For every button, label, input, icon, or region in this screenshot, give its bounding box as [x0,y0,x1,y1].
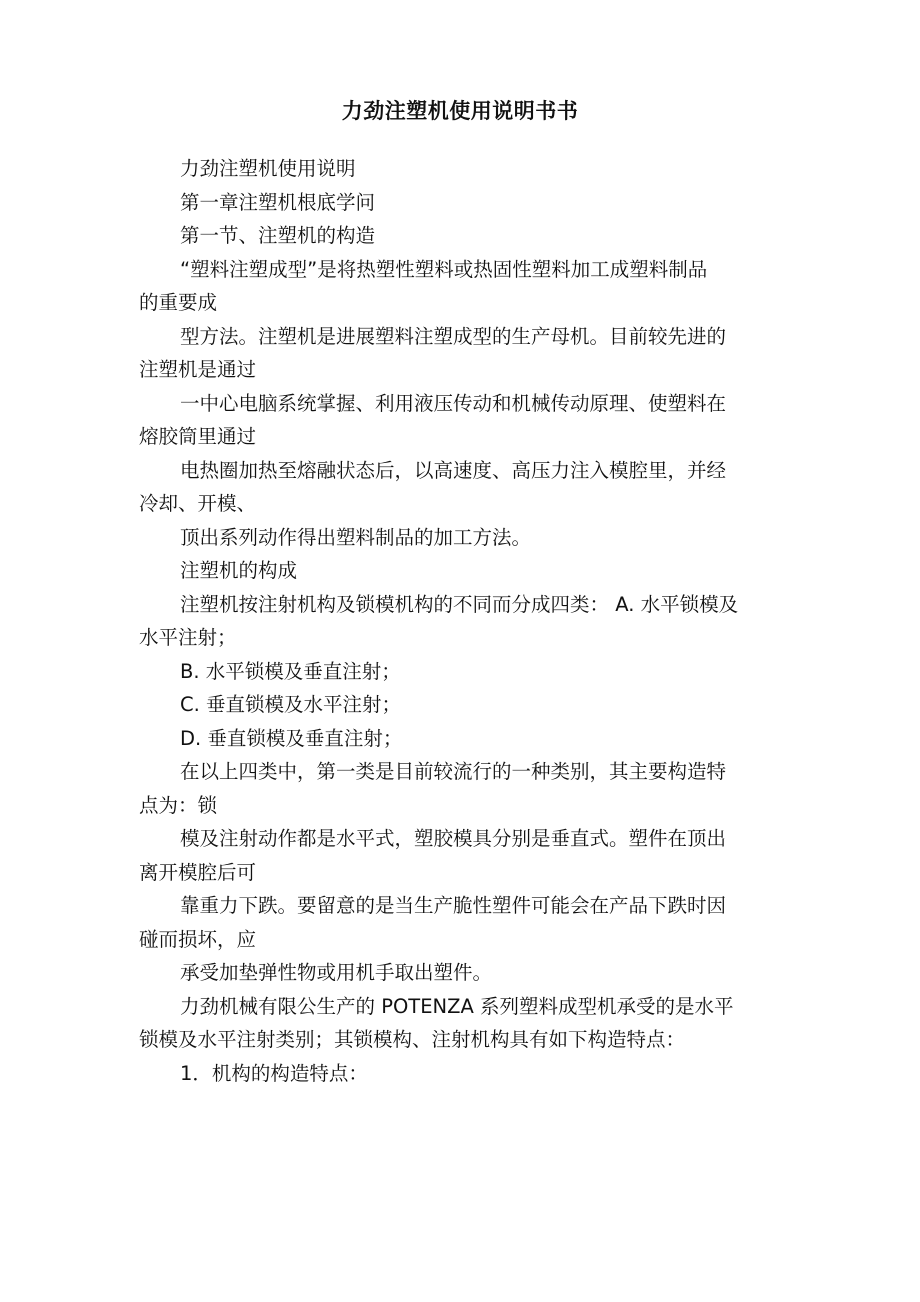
text-line: 靠重力下跌。要留意的是当生产脆性塑件可能会在产品下跌时因 [180,894,727,917]
paragraph [139,588,779,655]
paragraph [139,253,779,320]
text-line: 在以上四类中，第一类是目前较流行的一种类别，其主要构造特 [180,760,727,783]
text-line: 锁模及水平注射类别；其锁模构、注射机构具有如下构造特点： [139,1028,686,1051]
text-line: 注塑机按注射机构及锁模机构的不同而分成四类： A. 水平锁模及 [180,592,739,616]
text-line: 力劲机械有限公生产的 POTENZA 系列塑料成型机承受的是水平 [180,994,734,1018]
text-line: 模及注射动作都是水平式，塑胶模具分别是垂直式。塑件在顶出 [180,827,727,850]
text-line: 顶出系列动作得出塑料制品的加工方法。 [180,525,532,549]
text-line: 力劲注塑机使用说明 [180,157,356,180]
text-line: 第一章注塑机根底学问 [180,190,376,214]
text-line: C. 垂直锁模及水平注射； [180,693,402,716]
text-line: 型方法。注塑机是进展塑料注塑成型的生产母机。目前较先进的 [180,324,727,348]
text-line: 1．机构的构造特点： [180,1061,368,1085]
text-line: D. 垂直锁模及垂直注射； [180,726,403,750]
paragraph [139,822,779,889]
paragraph [139,152,779,186]
paragraph [139,722,779,756]
text-line: 一中心电脑系统掌握、利用液压传动和机械传动原理、使塑料在 [180,391,727,415]
text-line: B. 水平锁模及垂直注射； [180,659,401,683]
paragraph [139,655,779,689]
text-line: 注塑机是通过 [139,358,257,381]
text-line: “塑料注塑成型”是将热塑性塑料或热固性塑料加工成塑料制品 [180,257,708,281]
paragraph [139,688,779,722]
text-line: 冷却、开模、 [139,492,257,515]
paragraph [139,320,779,387]
text-line: 承受加垫弹性物或用机手取出塑件。 [180,961,493,984]
paragraph [139,990,779,1057]
text-line: 水平注射； [139,626,237,649]
paragraph [139,219,779,253]
paragraph [139,387,779,454]
paragraph [139,554,779,588]
text-line: 碰而损坏，应 [139,927,257,951]
paragraph [139,454,779,521]
document-body [139,152,779,1090]
text-line: 点为：锁 [139,793,218,817]
paragraph [139,186,779,220]
text-line: 离开模腔后可 [139,860,257,884]
text-line: 第一节、注塑机的构造 [180,224,376,247]
document-title: 力劲注塑机使用说明书书 [341,99,579,123]
paragraph [139,521,779,555]
paragraph [139,956,779,990]
paragraph [139,755,779,822]
text-line: 注塑机的构成 [180,559,298,582]
text-line: 电热圈加热至熔融状态后，以高速度、高压力注入模腔里，并经 [180,458,727,482]
text-line: 的重要成 [139,291,218,314]
paragraph [139,1057,779,1091]
paragraph [139,889,779,956]
text-line: 熔胶筒里通过 [139,425,257,448]
